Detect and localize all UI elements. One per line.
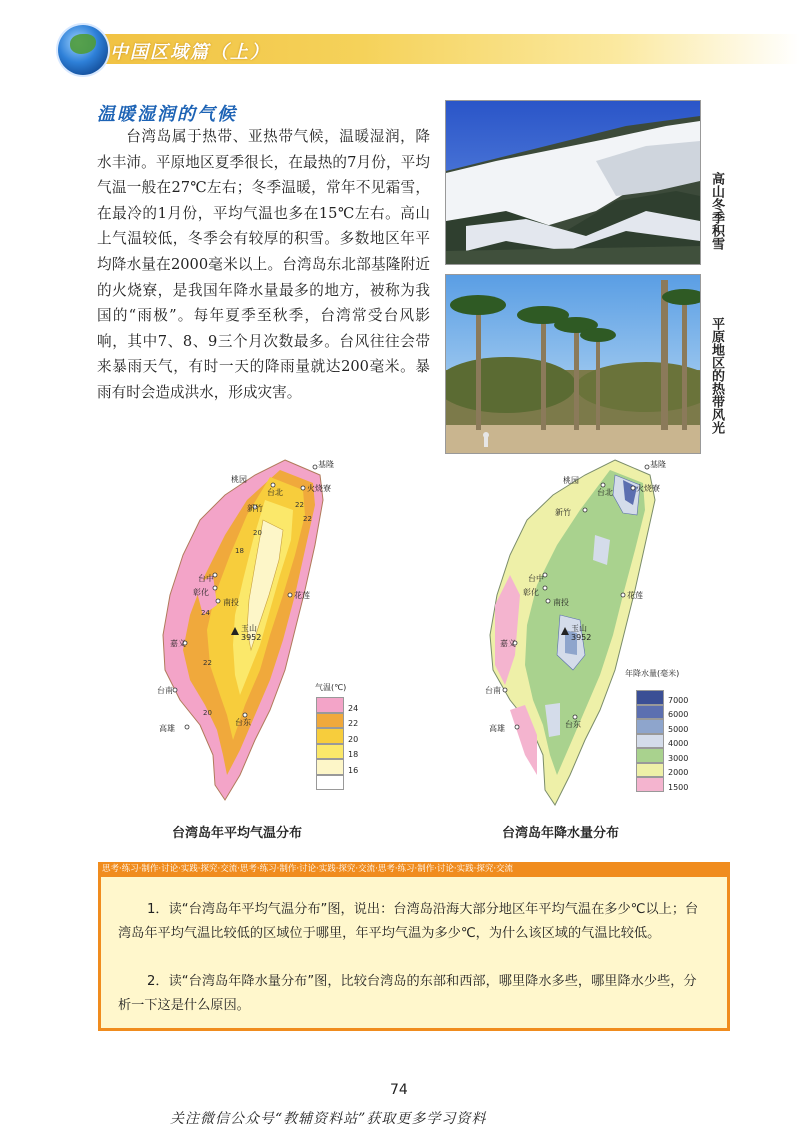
rain-legend-label: 6000 [668,710,689,719]
rain-label-taichung: 台中 [528,574,544,583]
rain-label-huoshaoliao: 火烧寮 [636,484,660,493]
section-title: 温暖湿润的气候 [97,104,237,125]
isotherm-label-e: 24 [201,609,210,617]
temp-legend-swatch [316,759,344,775]
temp-legend-label: 16 [348,765,359,775]
temp-legend-title: 气温(℃) [315,683,347,692]
question-2: 2．读“台湾岛年降水量分布”图，比较台湾岛的东部和西部，哪里降水多些，哪里降水少些，分析一下这是什么原因。 [118,974,697,1013]
label-taichung: 台中 [198,574,214,583]
rain-legend-label: 4000 [668,739,689,748]
label-taipei: 台北 [267,488,283,497]
rain-label-taitung: 台东 [565,720,581,729]
rain-label-taipei: 台北 [597,488,613,497]
rain-legend-label: 1500 [668,782,689,792]
rain-label-chiayi: 嘉义 [500,639,516,648]
isotherm-label-d: 22 [303,515,312,523]
rain-legend-swatch [636,763,664,778]
temp-legend-row [316,713,386,729]
photo-tropical-palms [445,274,701,454]
label-nantou: 南投 [223,598,239,607]
label-huoshaoliao: 火烧寮 [307,484,331,493]
temp-legend-label: 20 [348,734,359,744]
label-hsinchu: 新竹 [247,504,263,513]
temp-legend-row [316,697,386,713]
rain-legend-label: 3000 [668,753,689,763]
temp-map-caption: 台湾岛年平均气温分布 [172,826,303,841]
rain-legend-row [636,705,706,720]
footer-note: 关注微信公众号“教辅资料站”获取更多学习资料 [170,1111,487,1127]
rain-label-tainan: 台南 [485,686,501,695]
isotherm-label-f: 22 [203,659,212,667]
question-1: 1．读“台湾岛年平均气温分布”图，说出：台湾岛沿海大部分地区年平均气温在多少℃以上；台湾岛年平均气温比较低的区域位于哪里，年平均气温为多少℃，为什么该区域的气温比较低。 [118,902,699,941]
isotherm-label-a: 22 [295,501,304,509]
rain-label-changhua: 彰化 [523,588,539,597]
photo-caption-2: 平原地区的热带风光 [709,317,724,434]
rain-label-yushan: 玉山 [571,624,587,633]
page-number: 74 [390,1082,408,1098]
temp-legend-label: 24 [348,703,359,713]
rain-zone-4000-east [593,535,610,565]
rain-legend-row [636,690,706,705]
rain-legend-swatch [636,705,664,720]
rain-legend [636,690,706,792]
temp-legend-row [316,775,386,791]
label-chiayi: 嘉义 [170,639,186,648]
temp-legend-row [316,744,386,760]
temp-legend-swatch [316,697,344,713]
label-kaohsiung: 高雄 [159,724,175,733]
isotherm-label-b: 20 [253,529,262,537]
rain-legend-row [636,719,706,734]
rain-label-keelung: 基隆 [650,460,666,469]
label-yushan: 玉山 [241,624,257,633]
rain-legend-label: 7000 [668,695,689,705]
rain-legend-label: 2000 [668,768,689,777]
label-yushan-alt: 3952 [241,633,262,642]
rain-legend-title: 年降水量(毫米) [625,669,680,678]
label-tainan: 台南 [157,686,173,695]
isotherm-label-g: 20 [203,709,212,717]
temp-legend-swatch [316,728,344,744]
rain-label-hsinchu: 新竹 [555,508,571,517]
rain-legend-row [636,748,706,763]
rain-legend-swatch [636,690,664,705]
rain-label-taoyuan: 桃园 [563,476,579,485]
rain-legend-swatch [636,734,664,749]
label-taitung: 台东 [235,718,251,727]
body-paragraph: 台湾岛属于热带、亚热带气候，温暖湿润，降水丰沛。平原地区夏季很长，在最热的7月份，平均气温一般在27℃左右；冬季温暖，常年不见霜雪，在最冷的1月份，平均气温也多在15℃左右。高山上气温较低，冬季会有较厚的积雪。多数地区年平均降水量在2000毫米以上。台湾岛东北部基隆附近的火烧寮，是我国年降水量最多的地方，被称为我国的“雨极”。每年夏季至秋季，台湾常受台风影响，其中7、8、9三个月次数最多。台风往往会带来暴雨天气，有时一天的降雨量就达200毫米。暴雨有时会造成洪水，形成灾害。 [97,128,430,401]
rain-legend-label: 5000 [668,724,689,734]
temp-legend-swatch [316,713,344,729]
rain-label-kaohsiung: 高雄 [489,724,505,733]
rain-map-caption: 台湾岛年降水量分布 [502,826,620,841]
temp-legend [316,697,386,790]
rain-legend-row [636,763,706,778]
temp-legend-swatch [316,744,344,760]
rain-label-nantou: 南投 [553,598,569,607]
rain-legend-swatch [636,777,664,792]
chapter-title: 中国区域篇（上） [110,42,270,63]
label-hualien: 花莲 [294,591,310,600]
activity-strip: 思考·练习·制作·讨论·实践·探究·交流·思考·练习·制作·讨论·实践·探究·交流·思考·练习·制作·讨论·实践·探究·交流 [98,862,730,877]
label-keelung: 基隆 [318,460,334,469]
rain-label-hualien: 花莲 [627,591,643,600]
temp-legend-label: 22 [348,719,359,728]
isotherm-label-c: 18 [235,547,244,555]
rain-legend-swatch [636,719,664,734]
temp-legend-row [316,728,386,744]
rain-legend-row [636,777,706,792]
label-changhua: 彰化 [193,588,209,597]
photo-caption-1: 高山冬季积雪 [709,172,724,250]
photo-mountain-snow [445,100,701,265]
temp-legend-row [316,759,386,775]
photo-mountain-snow-art [446,101,700,264]
temp-legend-label: 18 [348,750,359,759]
rain-legend-row [636,734,706,749]
rain-legend-swatch [636,748,664,763]
photo-tropical-palms-art [446,275,700,453]
rain-label-yushan-alt: 3952 [571,633,592,642]
label-taoyuan: 桃园 [231,475,247,484]
temp-legend-swatch [316,775,344,791]
